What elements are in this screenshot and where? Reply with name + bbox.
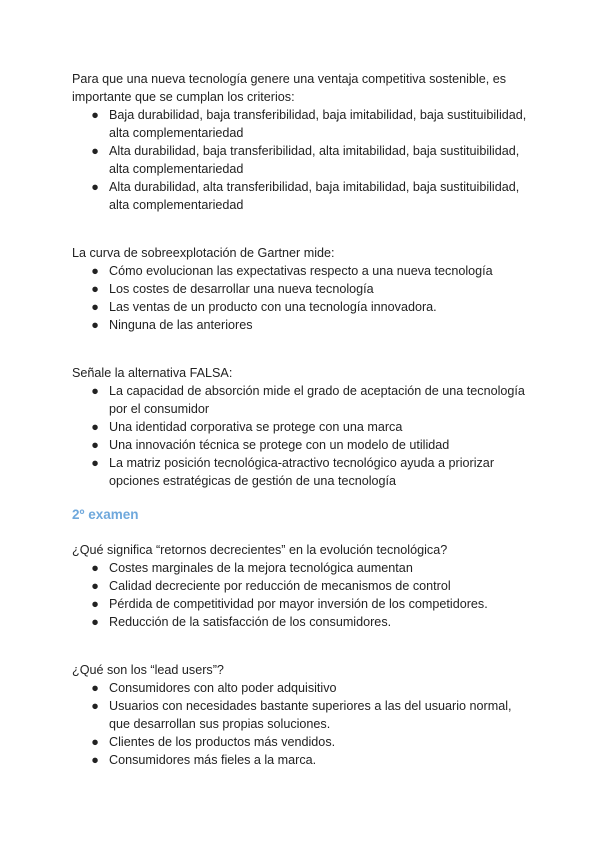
option-list [72, 106, 532, 214]
option-text: Cómo evolucionan las expectativas respecto a una nueva tecnología [109, 264, 493, 278]
bullet-icon: ● [91, 318, 99, 332]
list-item [72, 316, 532, 334]
list-item [72, 106, 532, 142]
option-text: Calidad decreciente por reducción de mecanismos de control [109, 579, 451, 593]
option-list [72, 262, 532, 334]
bullet-icon: ● [91, 579, 99, 593]
option-text: Usuarios con necesidades bastante superiores a las del usuario normal, que desarrollan sus propias soluciones. [109, 699, 512, 731]
list-item [72, 613, 532, 631]
bullet-icon: ● [91, 144, 99, 158]
option-text: Ninguna de las anteriores [109, 318, 253, 332]
option-list [72, 559, 532, 631]
bullet-icon: ● [91, 384, 99, 398]
list-item [72, 262, 532, 280]
option-text: Consumidores con alto poder adquisitivo [109, 681, 337, 695]
option-text: Una innovación técnica se protege con un modelo de utilidad [109, 438, 450, 452]
question-block [72, 244, 532, 334]
question-block [72, 70, 532, 214]
list-item [72, 679, 532, 697]
list-item [72, 436, 532, 454]
list-item [72, 595, 532, 613]
option-text: Clientes de los productos más vendidos. [109, 735, 336, 749]
list-item [72, 280, 532, 298]
bullet-icon: ● [91, 438, 99, 452]
option-text: Los costes de desarrollar una nueva tecnología [109, 282, 374, 296]
bullet-icon: ● [91, 264, 99, 278]
question-prompt: Para que una nueva tecnología genere una ventaja competitiva sostenible, es importante que se cumplan los criterios: [72, 72, 507, 104]
list-item [72, 577, 532, 595]
bullet-icon: ● [91, 180, 99, 194]
list-item [72, 298, 532, 316]
question-prompt: ¿Qué son los “lead users”? [72, 663, 224, 677]
bullet-icon: ● [91, 300, 99, 314]
list-item [72, 142, 532, 178]
bullet-icon: ● [91, 735, 99, 749]
list-item [72, 454, 532, 490]
option-text: Alta durabilidad, alta transferibilidad, baja imitabilidad, baja sustituibilidad, alta complementariedad [109, 180, 520, 212]
option-text: Una identidad corporativa se protege con una marca [109, 420, 403, 434]
question-block [72, 661, 532, 769]
option-list [72, 382, 532, 490]
option-text: La capacidad de absorción mide el grado de aceptación de una tecnología por el consumidor [109, 384, 525, 416]
option-text: Pérdida de competitividad por mayor inversión de los competidores. [109, 597, 488, 611]
bullet-icon: ● [91, 597, 99, 611]
bullet-icon: ● [91, 108, 99, 122]
bullet-icon: ● [91, 282, 99, 296]
list-item [72, 178, 532, 214]
bullet-icon: ● [91, 753, 99, 767]
list-item [72, 733, 532, 751]
bullet-icon: ● [91, 456, 99, 470]
question-prompt: La curva de sobreexplotación de Gartner mide: [72, 246, 335, 260]
list-item [72, 751, 532, 769]
bullet-icon: ● [91, 420, 99, 434]
bullet-icon: ● [91, 561, 99, 575]
question-block [72, 364, 532, 490]
option-text: Costes marginales de la mejora tecnológica aumentan [109, 561, 413, 575]
option-text: La matriz posición tecnológica-atractivo tecnológico ayuda a priorizar opciones estratégicas de gestión de una tecnología [109, 456, 495, 488]
list-item [72, 559, 532, 577]
question-prompt: ¿Qué significa “retornos decrecientes” en la evolución tecnológica? [72, 543, 448, 557]
option-text: Consumidores más fieles a la marca. [109, 753, 317, 767]
list-item [72, 697, 532, 733]
question-block [72, 541, 532, 631]
option-text: Reducción de la satisfacción de los consumidores. [109, 615, 392, 629]
option-text: Las ventas de un producto con una tecnología innovadora. [109, 300, 437, 314]
option-list [72, 679, 532, 769]
option-text: Alta durabilidad, baja transferibilidad, alta imitabilidad, baja sustituibilidad, alta complementariedad [109, 144, 520, 176]
bullet-icon: ● [91, 615, 99, 629]
section-heading: 2º examen [72, 507, 139, 522]
list-item [72, 382, 532, 418]
option-text: Baja durabilidad, baja transferibilidad, baja imitabilidad, baja sustituibilidad, alta complementariedad [109, 108, 527, 140]
question-prompt: Señale la alternativa FALSA: [72, 366, 233, 380]
bullet-icon: ● [91, 699, 99, 713]
bullet-icon: ● [91, 681, 99, 695]
list-item [72, 418, 532, 436]
